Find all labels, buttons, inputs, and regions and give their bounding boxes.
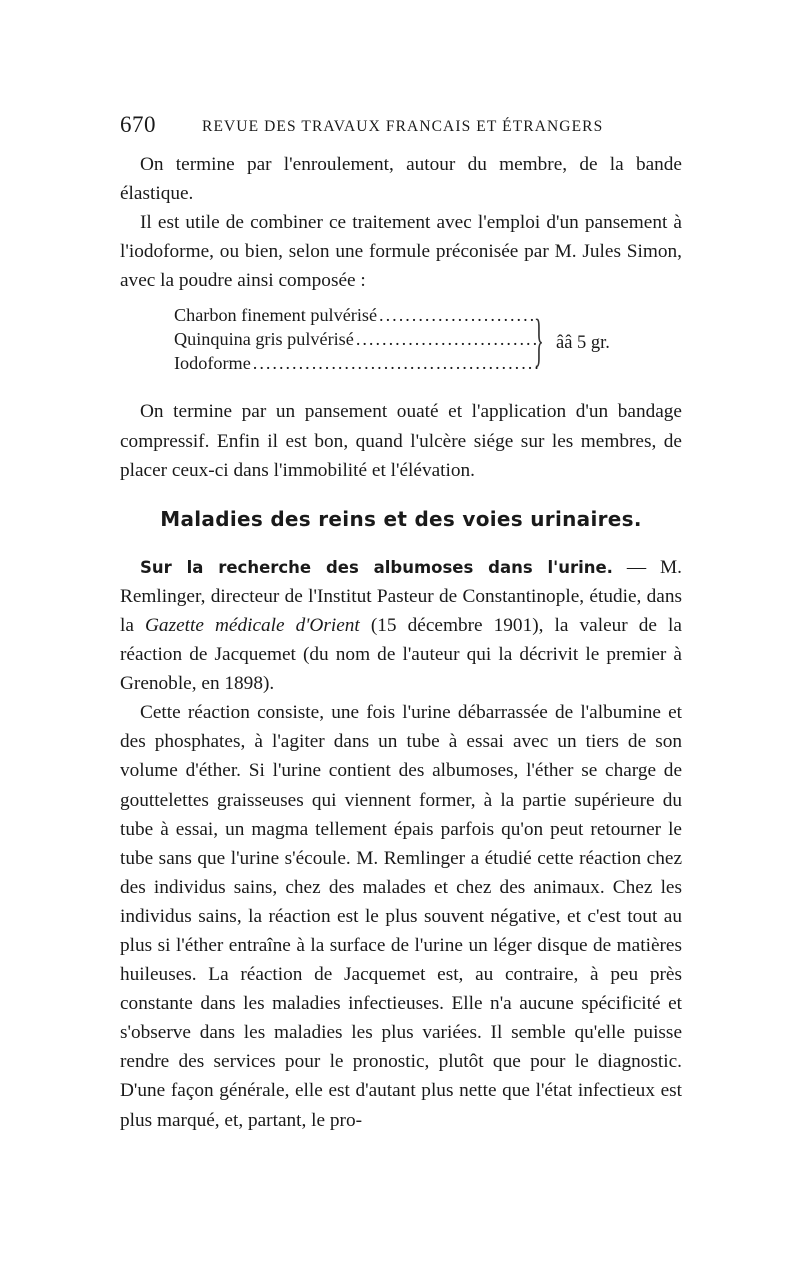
powder-formula: [120, 303, 682, 393]
right-brace: }: [534, 307, 544, 373]
leader-dots: [253, 351, 538, 375]
formula-item-iodoform: [174, 351, 538, 375]
leader-dots: [356, 327, 538, 351]
formula-item-label: Iodoforme: [174, 353, 251, 374]
running-header: [120, 112, 682, 142]
article-body-paragraph: Cette réaction consiste, une fois l'urine débarrassée de l'albumine et des phosphates, à l'agiter dans un tube à essai avec un tiers de son volume d'éther. Si l'urine contient des albumoses, l'éther se charge de gouttelettes graisseuses qui viennent former, à la partie supérieure du tube à essai, un magma tellement épais parfois qu'on peut retourner le tube sans que l'urine s'écoule. M. Remlinger a étudié cette réaction chez des individus sains, chez des malades et chez des animaux. Chez les individus sains, la réaction est le plus souvent négative, et c'est tout au plus si l'éther entraîne à la surface de l'urine un léger disque de matières huileuses. La réaction de Jacquemet est, au contraire, à peu près constante dans les maladies infectieuses. Elle n'a aucune spécificité et s'observe dans les maladies les plus variées. Il semble qu'elle puisse rendre des services pour le pronostic, plutôt que pour le diagnostic. D'une façon générale, elle est d'autant plus nette que l'état infectieux est plus marqué, et, partant, le pro-: [120, 702, 682, 1131]
article-lead-paragraph: [120, 553, 682, 698]
paragraph-iodoform: Il est utile de combiner ce traitement avec l'emploi d'un pansement à l'iodoforme, ou bien, selon une formule préconisée par M. Jules Simon, avec la poudre ainsi composée :: [120, 212, 682, 292]
article-title: Sur la recherche des albumoses dans l'urine.: [140, 557, 613, 577]
formula-item-quinquina: [174, 327, 538, 351]
paragraph-bandage: On termine par l'enroulement, autour du membre, de la bande élastique.: [120, 154, 682, 205]
formula-item-charcoal: [174, 303, 538, 327]
formula-dose: ââ 5 gr.: [556, 333, 610, 354]
article-lead-text: — M. Remlinger, directeur de l'Institut Pasteur de Constantinople, étudie, dans la: [120, 556, 682, 636]
formula-item-label: Charbon finement pulvérisé: [174, 305, 378, 326]
section-heading: Maladies des reins et des voies urinaires.: [160, 506, 642, 531]
article-lead-text-cont: (15 décembre 1901), la valeur de la réaction de Jacquemet (du nom de l'auteur qui la décrivit le premier à Grenoble, en 1898).: [120, 614, 682, 695]
page-number: 670: [120, 112, 156, 137]
paragraph-compressive-bandage: On termine par un pansement ouaté et l'application d'un bandage compressif. Enfin il est bon, quand l'ulcère siége sur les membres, de placer ceux-ci dans l'immobilité et l'élévation.: [120, 401, 682, 481]
formula-item-label: Quinquina gris pulvérisé: [174, 329, 354, 350]
leader-dots: [379, 303, 538, 327]
page-body: [120, 150, 682, 1135]
running-title: REVUE DES TRAVAUX FRANCAIS ET ÉTRANGERS: [202, 118, 604, 135]
journal-title: Gazette médicale d'Orient: [145, 614, 360, 636]
